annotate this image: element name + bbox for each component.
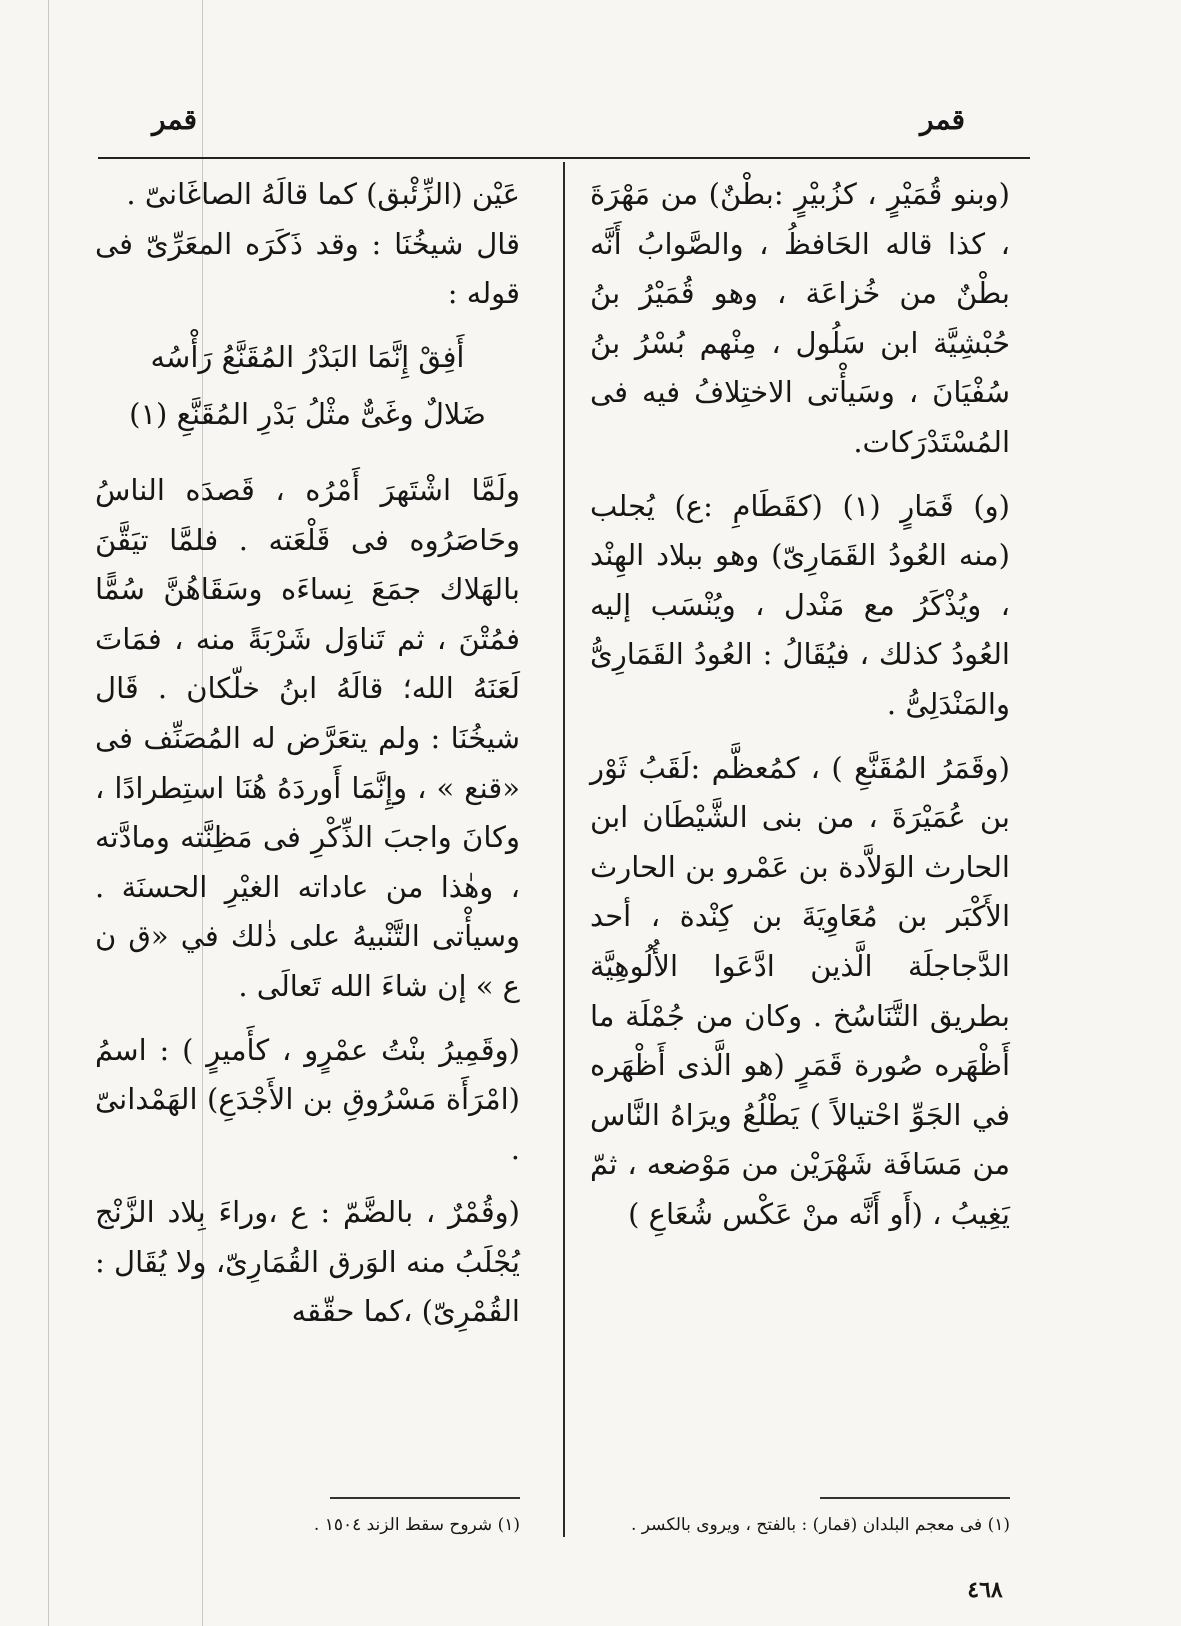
column-divider — [563, 162, 565, 1537]
paragraph-maarri-intro: قال شيخُنَا : وقد ذَكَرَه المعَرِّىّ فى قوله : — [95, 226, 520, 311]
paragraph-zibaq: عَيْن (الزِّئْبق) كما قالَهُ الصاغَانىّ . — [126, 177, 520, 211]
paragraph-qamar-al-muqanna: (وقَمَرُ المُقَنَّعِ ) ، كمُعظَّم :لَقَبُ ثَوْر بن عُمَيْرَةَ ، من بنى الشَّيْطَان ابن الحارث الوَلاَّدة بن عَمْرو بن الحارث الأَكْبَر بن مُعَاوِيَةَ بن كِنْدة ، أحد الدَّجاجلَة الَّذين ادَّعَوا الأُلُوهِيَّة بطريق التَّنَاسُخ . وكان من جُمْلَة ما أَظْهَره صُورة قَمَرٍ (هو الَّذى أَظْهَره في الجَوِّ احْتيالاً ) يَطْلُعُ ويرَاهُ النَّاس من مَسَافَة شَهْرَيْن من مَوْضعه ، ثمّ يَغِيبُ ، (أَو أَنَّه منْ عَكْس شُعَاعِ ) — [590, 750, 1010, 1231]
paragraph-qamar-place: (و) قَمَارٍ (١) (كقَطَامِ :ع) يُجلب (منه العُودُ القَمَارِىّ) وهو ببلاد الهِنْد ، ويُذْكَرُ مع مَنْدل ، ويُنْسَب إليه العُودُ كذلك ، فيُقَالُ : العُودُ القَمَارِىُّ والمَنْدَلِىُّ . — [590, 488, 1010, 721]
running-head-right: قمر — [920, 103, 966, 136]
paragraph-qamir-bint-amr: (وقَمِيرُ بنْتُ عمْرٍو ، كأَميرٍ ) : اسمُ (امْرَأَة مَسْرُوقِ بن الأَجْدَعِ) الهَمْدانىّ . — [95, 1032, 520, 1166]
header-rule — [98, 157, 1030, 159]
verse-line-2: ضَلالٌ وغَىٌّ مثْلُ بَدْرِ المُقَنَّعِ (١) — [129, 397, 486, 432]
page-number: ٤٦٨ — [967, 1577, 1003, 1603]
footnote-rule-left — [330, 1497, 520, 1499]
footnote-left: (١) شروح سقط الزند ١٥٠٤ . — [313, 1515, 520, 1535]
running-head-left: قمر — [152, 103, 198, 136]
right-column — [590, 170, 1010, 1253]
scan-mark-left — [48, 0, 49, 1626]
paragraph-qumr: (وقُمْرٌ ، بالضَّمّ : ع ،وراءَ بِلاد الزَّنْج يُجْلَبُ منه الوَرق القُمَارِىّ، ولا يُقَال : القُمْرِىّ) ،كما حقّقه — [95, 1195, 520, 1329]
left-column — [95, 170, 520, 1351]
paragraph-banu-qumayr: (وبنو قُمَيْرٍ ، كزُبيْرٍ :بطْنٌ) من مَهْرَةَ ، كذا قاله الحَافظُ ، والصَّوابُ أَنَّه بطْنٌ من خُزاعَة ، وهو قُمَيْرُ بنُ حُبْشِيَّة ابن سَلُول ، مِنْهم بُسْرُ بنُ سُفْيَانَ ، وسَيأْتى الاختِلافُ فيه فى المُسْتَدْرَكات. — [590, 177, 1010, 459]
paragraph-muqanna-death: ولَمَّا اشْتَهرَ أَمْرُه ، قَصدَه الناسُ وحَاصَرُوه فى قَلْعَته . فلمَّا تيَقَّنَ بالهَلاك جمَعَ نِساءَه وسَقَاهُنَّ سُمًّا فمُتْنَ ، ثم تَناوَل شَرْبَةً منه ، فمَاتَ لَعَنَهُ الله؛ قالَهُ ابنُ خلّكان . قَال شيخُنَا : ولم يتعَرَّض له المُصَنِّف فى «قنع » ، وإِنَّمَا أَوردَهُ هُنَا استِطرادًا ، وكانَ واجبَ الذِّكْرِ فى مَظِنَّته ومادَّته ، وهٰذا من عاداته الغيْرِ الحسنَة . وسيأْتى التَّنْبيهُ على ذٰلك في «ق ن ع » إن شاءَ الله تَعالَى . — [95, 472, 520, 1003]
verse-line-1: أَفِقْ إِنَّمَا البَدْرُ المُقَنَّعُ رَأْسُه — [150, 339, 465, 374]
footnote-rule-right — [820, 1497, 1010, 1499]
footnote-right: (١) فى معجم البلدان (قمار) : بالفتح ، ويروى بالكسر . — [630, 1515, 1010, 1535]
